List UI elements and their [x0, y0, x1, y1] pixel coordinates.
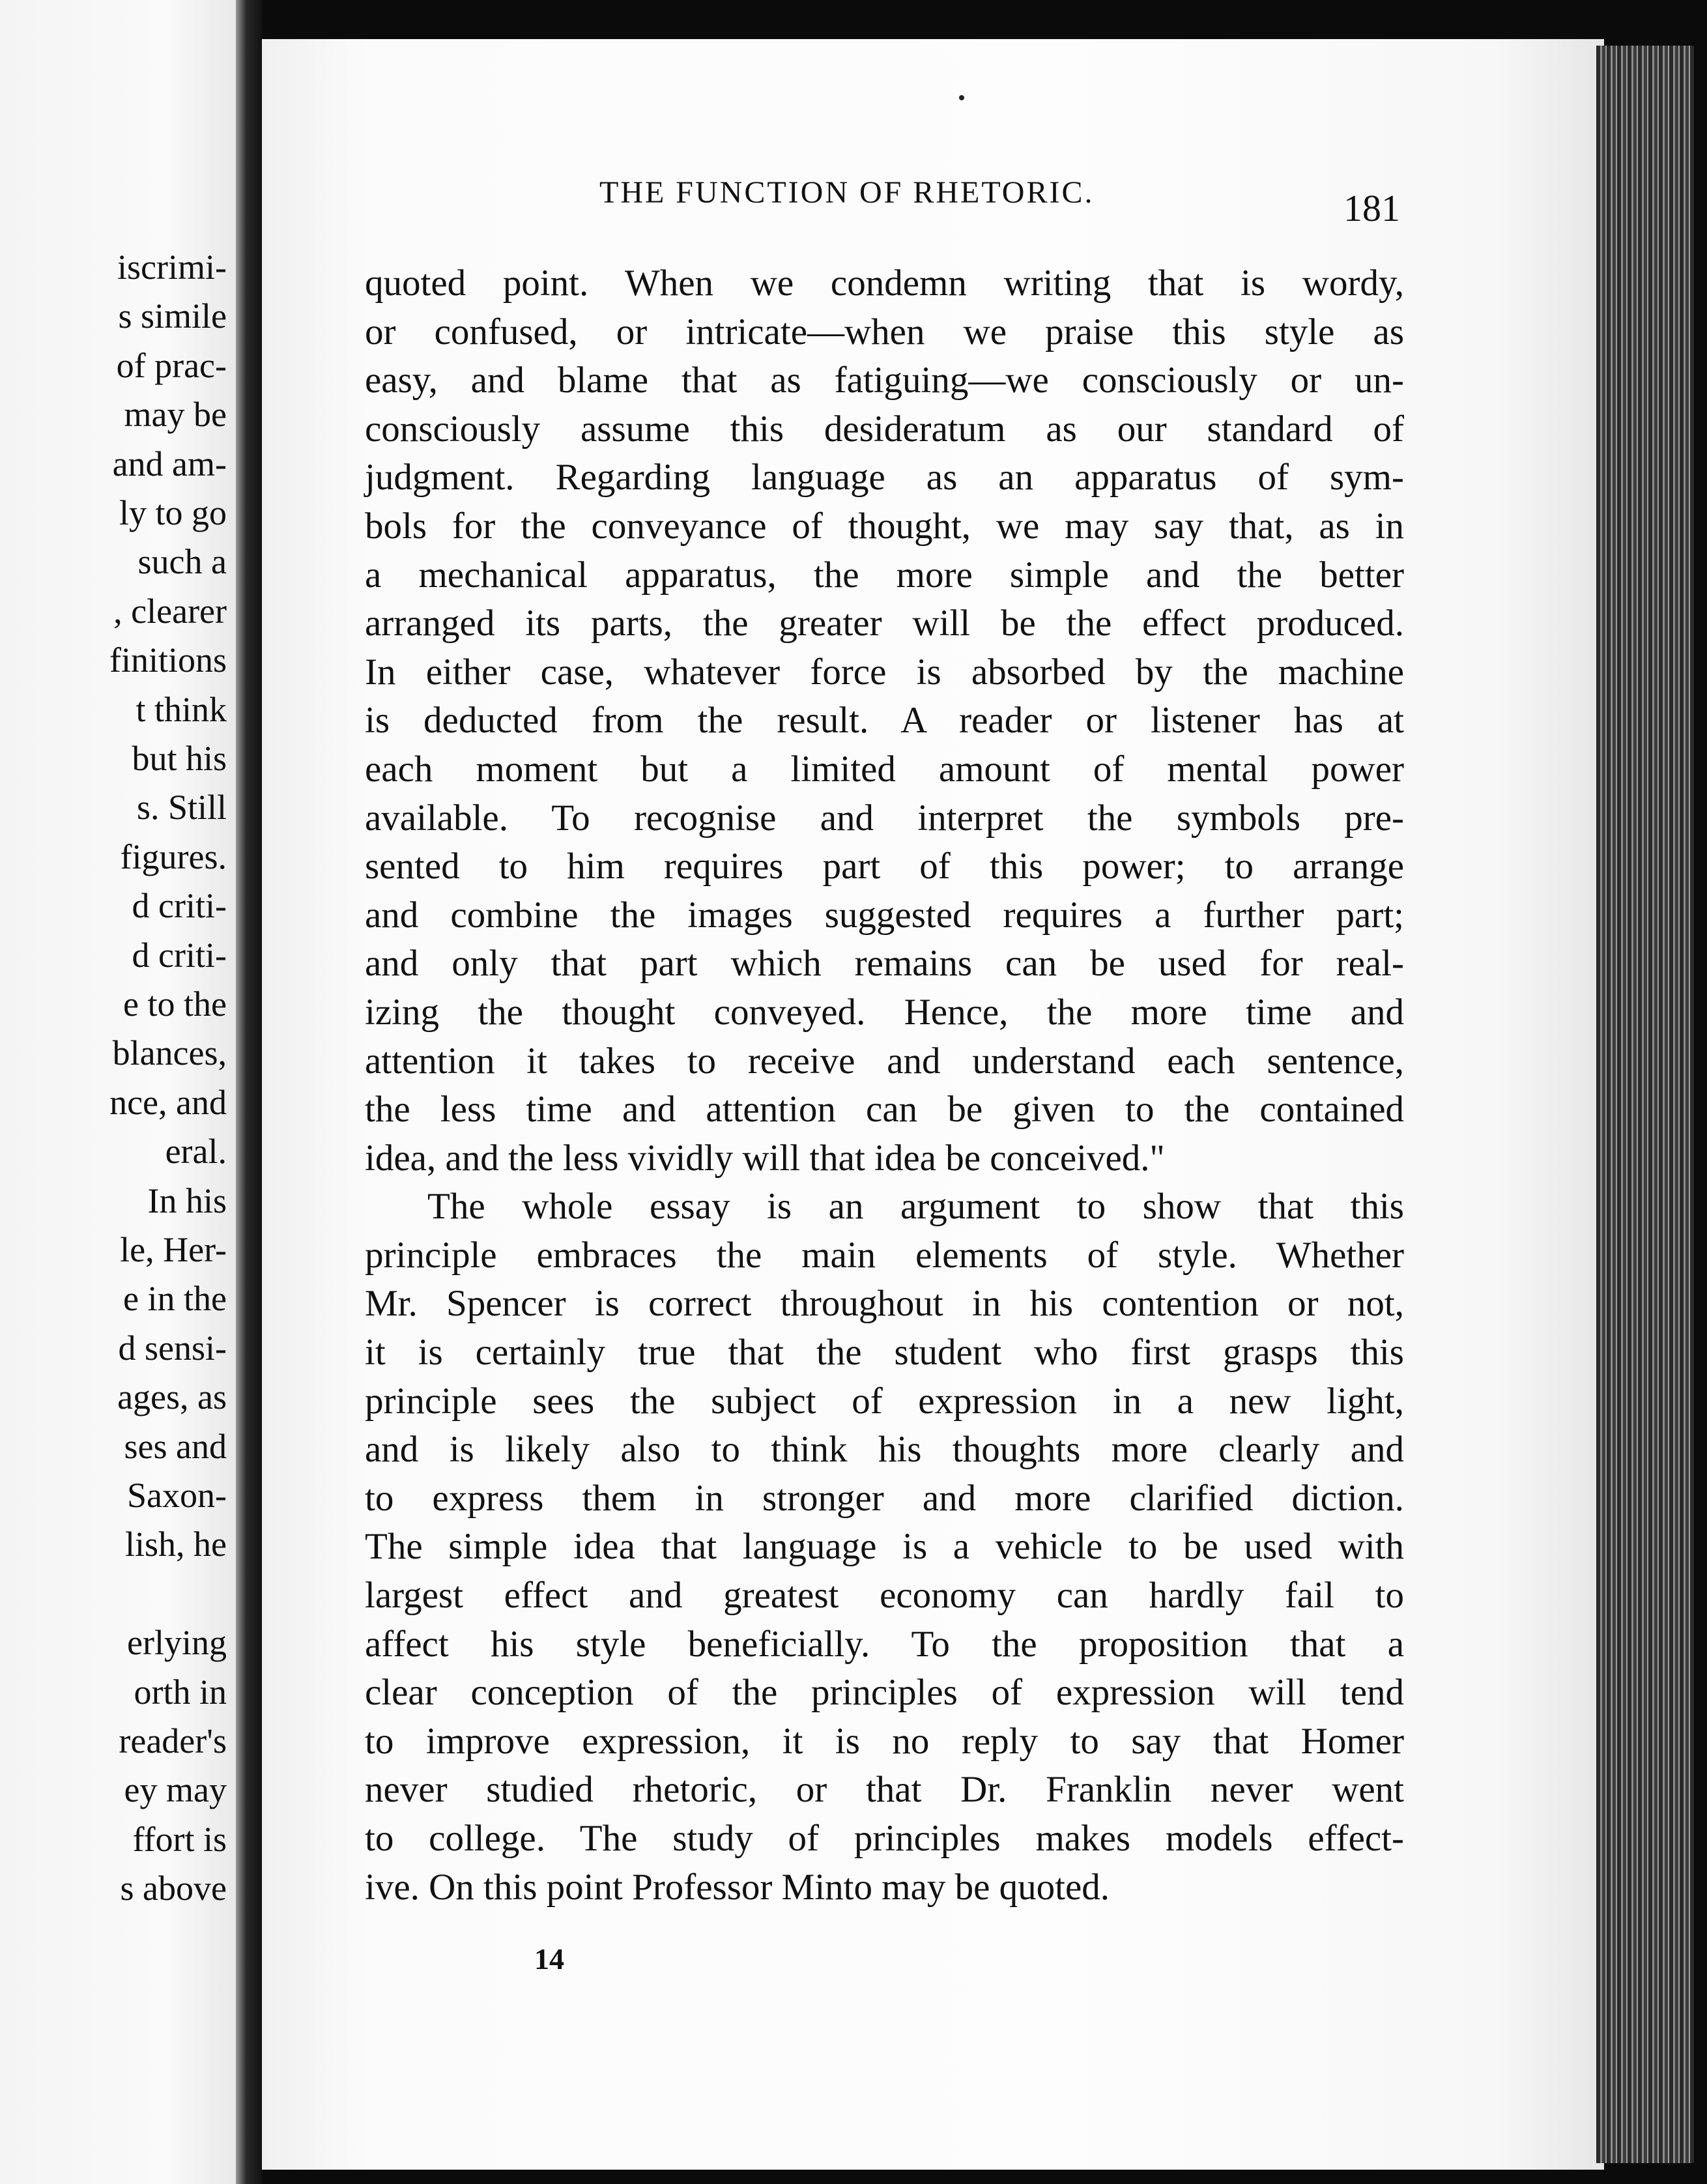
body-line: never studied rhetoric, or that Dr. Franklin never went — [365, 1769, 1404, 1811]
left-page-line: orth in — [134, 1672, 227, 1712]
body-text — [365, 259, 1404, 1912]
left-page-line: such a — [137, 542, 227, 582]
left-page-line: iscrimi- — [117, 248, 227, 287]
left-page — [0, 0, 236, 2184]
body-line: idea, and the less vividly will that idea be conceived." — [365, 1137, 1165, 1179]
left-page-line: d sensi- — [118, 1328, 227, 1368]
body-line: it is certainly true that the student who first grasps this — [365, 1332, 1404, 1373]
left-page-line: eral. — [165, 1132, 227, 1171]
left-page-line: Saxon- — [127, 1476, 227, 1515]
book-gutter — [236, 0, 262, 2184]
body-line: affect his style beneficially. To the proposition that a — [365, 1623, 1404, 1665]
body-line: principle sees the subject of expression in a new light, — [365, 1380, 1404, 1422]
left-page-line: lish, he — [125, 1525, 227, 1564]
body-line: a mechanical apparatus, the more simple and the better — [365, 554, 1404, 596]
body-line: clear conception of the principles of expression will tend — [365, 1672, 1404, 1714]
left-page-line: but his — [132, 739, 227, 778]
body-line: The simple idea that language is a vehicle to be used with — [365, 1526, 1404, 1568]
left-page-line: may be — [124, 395, 227, 435]
page-number: 181 — [1343, 187, 1400, 229]
left-page-line: s simile — [118, 296, 227, 336]
body-line: and only that part which remains can be used for real- — [365, 943, 1404, 984]
body-line: or confused, or intricate—when we praise this style as — [365, 311, 1404, 352]
body-line: ive. On this point Professor Minto may be quoted. — [365, 1866, 1110, 1908]
left-page-line: d criti- — [132, 935, 227, 975]
body-line: available. To recognise and interpret the symbols pre- — [365, 797, 1404, 839]
body-line: the less time and attention can be given to the contained — [365, 1089, 1404, 1130]
left-page-line: e to the — [123, 984, 227, 1024]
body-line: sented to him requires part of this power; to arrange — [365, 846, 1404, 887]
left-page-line: ffort is — [132, 1819, 227, 1859]
left-page-line: reader's — [119, 1721, 227, 1760]
body-line: to college. The study of principles makes models effect- — [365, 1818, 1404, 1859]
left-page-line: le, Her- — [120, 1230, 227, 1269]
body-line: arranged its parts, the greater will be the effect produced. — [365, 603, 1404, 644]
ink-speck — [959, 95, 964, 100]
body-line: quoted point. When we condemn writing that is wordy, — [365, 263, 1404, 304]
left-page-line: t think — [136, 689, 227, 729]
body-line: judgment. Regarding language as an apparatus of sym- — [365, 457, 1404, 498]
body-line: easy, and blame that as fatiguing—we consciously or un- — [365, 360, 1404, 401]
body-line: attention it takes to receive and understand each sentence, — [365, 1040, 1404, 1082]
left-page-line: ly to go — [119, 493, 227, 532]
body-line: The whole essay is an argument to show that this — [427, 1186, 1404, 1228]
body-line: to improve expression, it is no reply to say that Homer — [365, 1720, 1404, 1762]
body-line: Mr. Spencer is correct throughout in his contention or not, — [365, 1283, 1404, 1325]
body-line: consciously assume this desideratum as our standard of — [365, 408, 1404, 450]
left-page-line: and am- — [112, 444, 227, 483]
left-page-line: In his — [147, 1181, 227, 1220]
left-page-line: , clearer — [113, 591, 227, 631]
body-line: principle embraces the main elements of style. Whether — [365, 1234, 1404, 1276]
left-page-line: finitions — [109, 640, 227, 680]
left-page-line: s. Still — [136, 788, 227, 827]
signature-mark: 14 — [534, 1942, 564, 1976]
left-page-line: d criti- — [132, 886, 227, 926]
body-line: izing the thought conveyed. Hence, the more time and — [365, 991, 1404, 1033]
body-line: and is likely also to think his thoughts more clearly and — [365, 1429, 1404, 1471]
body-line: to express them in stronger and more clarified diction. — [365, 1477, 1404, 1519]
body-line: each moment but a limited amount of mental power — [365, 748, 1404, 790]
body-line: is deducted from the result. A reader or listener has at — [365, 700, 1404, 741]
page-edges — [1596, 46, 1694, 2163]
body-line: largest effect and greatest economy can hardly fail to — [365, 1575, 1404, 1616]
left-page-line: blances, — [112, 1033, 227, 1073]
left-page-line: erlying — [127, 1623, 227, 1663]
left-page-line: ses and — [124, 1426, 227, 1466]
left-page-line: figures. — [120, 837, 227, 876]
body-line: In either case, whatever force is absorbed by the machine — [365, 651, 1404, 693]
body-line: bols for the conveyance of thought, we may say that, as in — [365, 505, 1404, 547]
left-page-line: of prac- — [116, 345, 227, 385]
body-line: and combine the images suggested requires a further part; — [365, 894, 1404, 936]
left-page-line: e in the — [123, 1279, 227, 1319]
running-header: THE FUNCTION OF RHETORIC. — [599, 175, 1095, 210]
left-page-line: nce, and — [109, 1082, 227, 1122]
left-page-line: ey may — [124, 1770, 227, 1810]
left-page-line: s above — [120, 1869, 227, 1908]
left-page-line: ages, as — [117, 1377, 227, 1417]
